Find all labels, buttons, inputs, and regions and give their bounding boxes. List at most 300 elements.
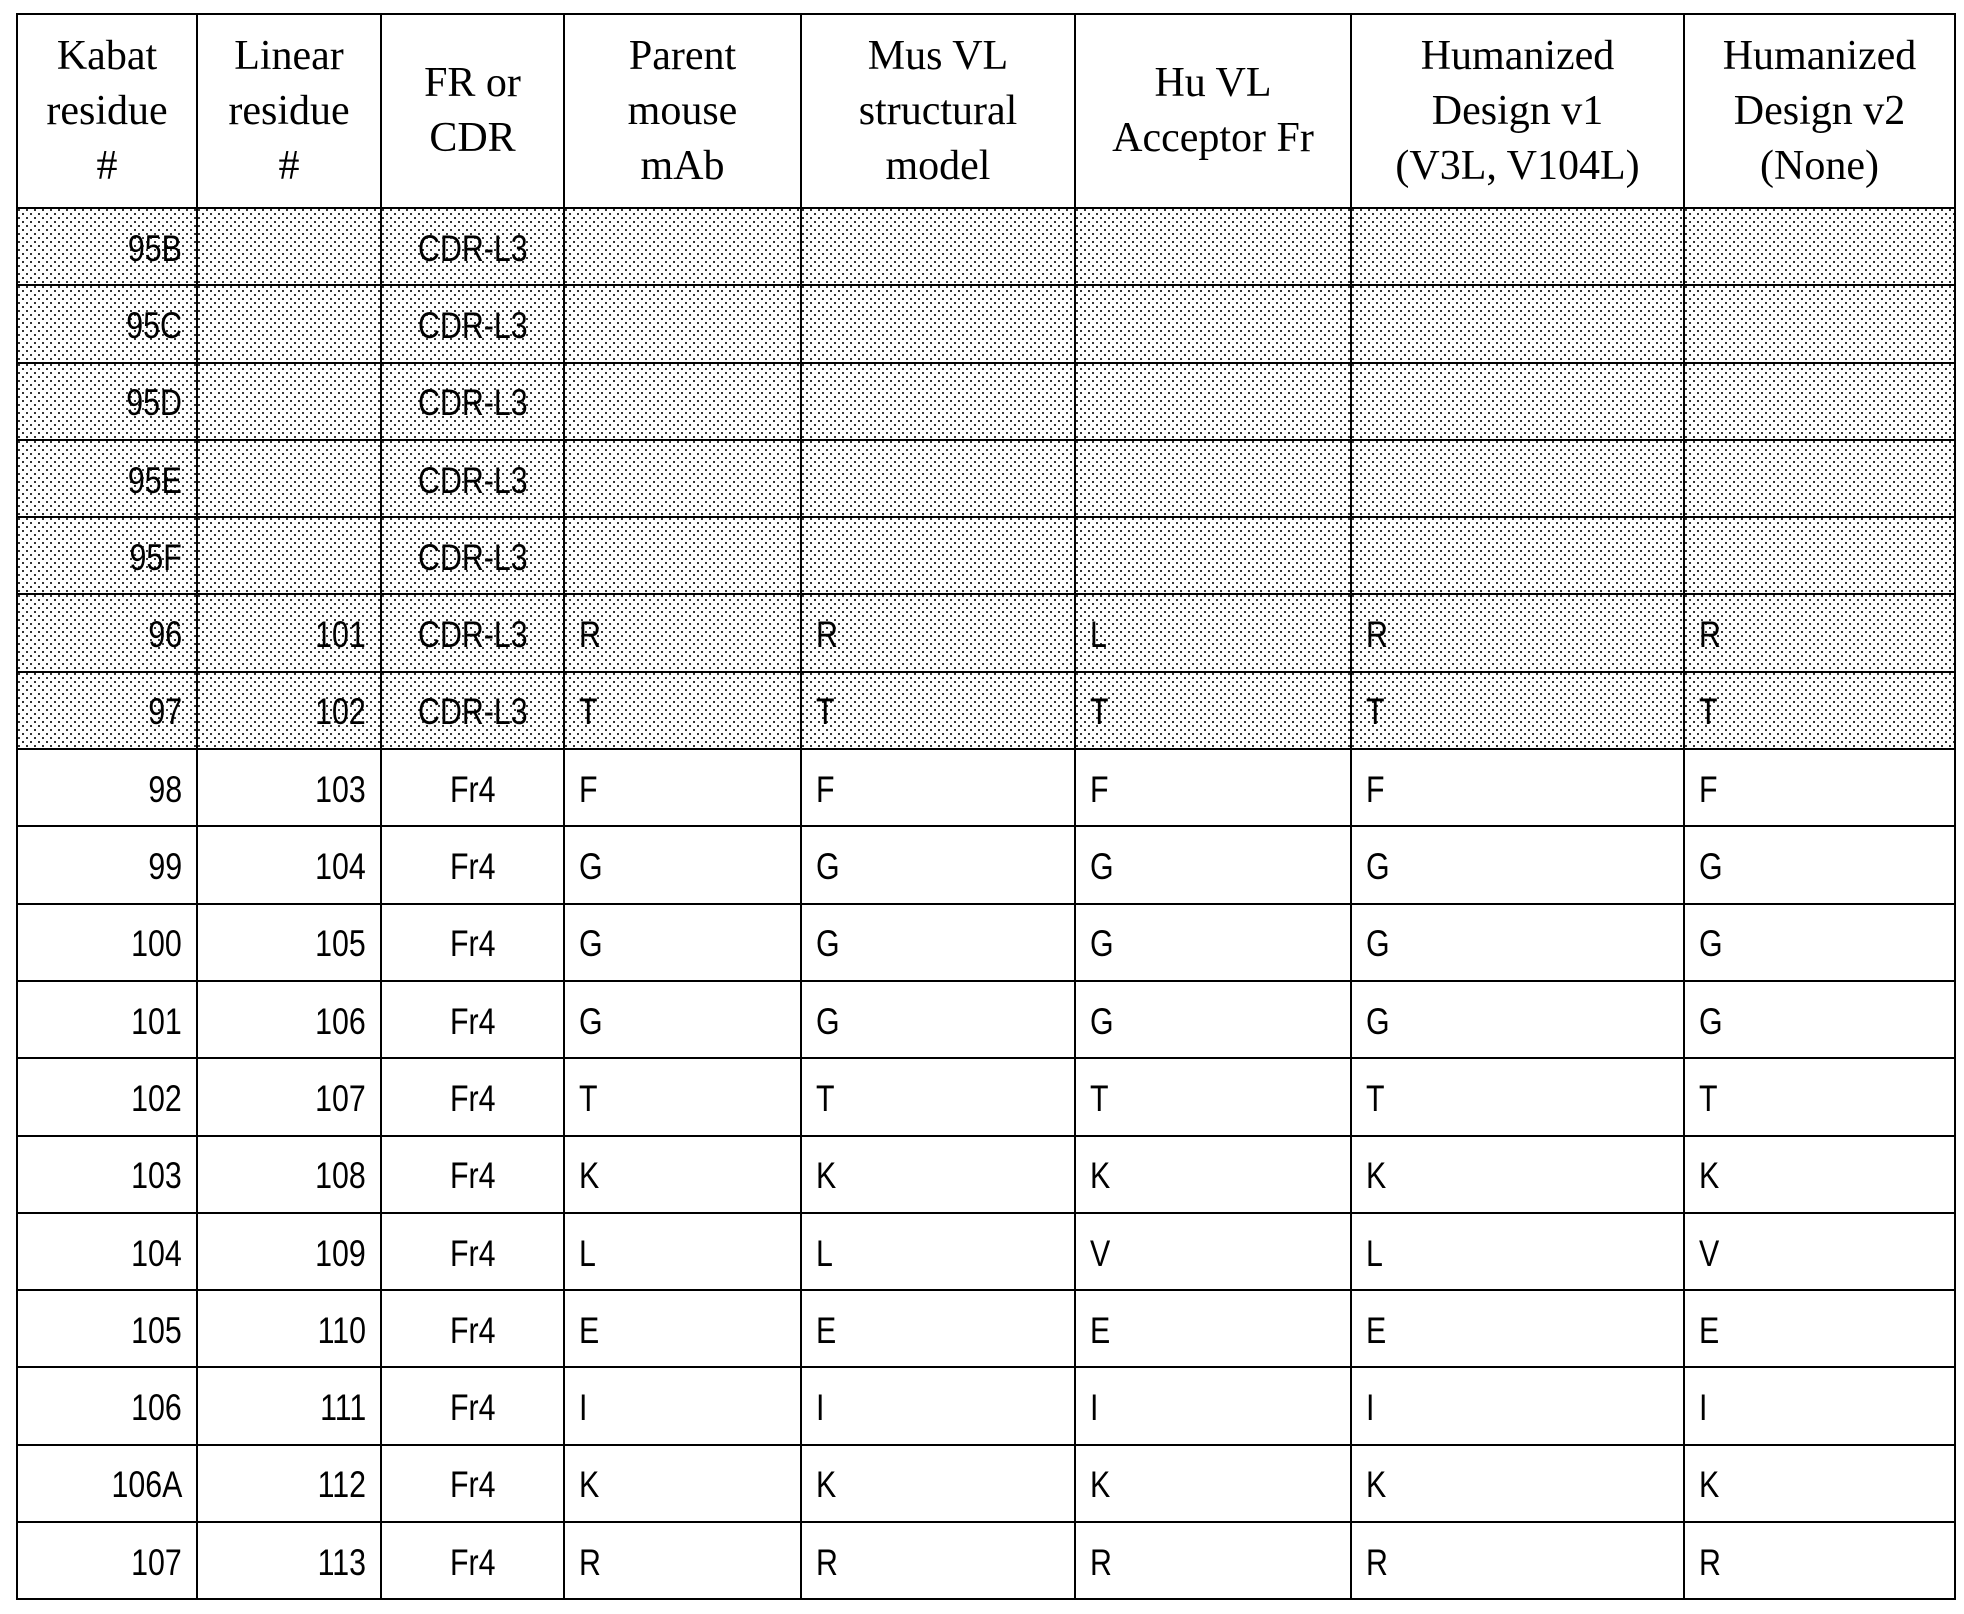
cell-kabat bbox=[17, 1290, 197, 1367]
cell-value: 111 bbox=[319, 1387, 366, 1429]
cell-value: Fr4 bbox=[449, 768, 496, 810]
cell-value: T bbox=[1366, 1077, 1385, 1119]
cell-region bbox=[381, 1367, 564, 1444]
table-row bbox=[17, 1213, 1955, 1290]
cell-value: T bbox=[1699, 1077, 1718, 1119]
cell-kabat bbox=[17, 440, 197, 517]
cell-value: R bbox=[1699, 614, 1721, 656]
cell-design-v1 bbox=[1351, 594, 1684, 671]
cell-value: 99 bbox=[148, 846, 182, 888]
column-header-region bbox=[381, 14, 564, 208]
cell-parent bbox=[564, 440, 801, 517]
cell-value: 110 bbox=[317, 1309, 366, 1351]
cell-design-v1 bbox=[1351, 285, 1684, 362]
cell-kabat bbox=[17, 1058, 197, 1135]
cell-value: G bbox=[1699, 923, 1723, 965]
cell-linear bbox=[197, 1367, 381, 1444]
cell-value: Fr4 bbox=[449, 1000, 496, 1042]
cell-linear bbox=[197, 285, 381, 362]
cell-hu-acceptor bbox=[1075, 1213, 1351, 1290]
column-header-line: mAb bbox=[640, 142, 725, 189]
cell-hu-acceptor bbox=[1075, 1136, 1351, 1213]
table-row bbox=[17, 1367, 1955, 1444]
cell-value: G bbox=[1090, 923, 1114, 965]
column-header-parent bbox=[564, 14, 801, 208]
cell-mus-model bbox=[801, 826, 1075, 903]
cell-parent bbox=[564, 1522, 801, 1599]
cell-value: I bbox=[1090, 1387, 1099, 1429]
cell-value: CDR-L3 bbox=[417, 691, 528, 733]
cell-value: R bbox=[816, 1541, 838, 1583]
column-header-line: residue bbox=[46, 87, 168, 134]
cell-value: 103 bbox=[315, 768, 366, 810]
residue-comparison-table bbox=[16, 13, 1956, 1600]
cell-hu-acceptor bbox=[1075, 208, 1351, 285]
cell-value: CDR-L3 bbox=[417, 227, 528, 269]
cell-value: 105 bbox=[131, 1309, 182, 1351]
table-row bbox=[17, 1290, 1955, 1367]
cell-parent bbox=[564, 1367, 801, 1444]
cell-mus-model bbox=[801, 440, 1075, 517]
cell-value: R bbox=[1090, 1541, 1112, 1583]
cell-design-v2 bbox=[1684, 440, 1955, 517]
cell-design-v1 bbox=[1351, 1445, 1684, 1522]
cell-value: K bbox=[1366, 1464, 1387, 1506]
cell-hu-acceptor bbox=[1075, 1367, 1351, 1444]
cell-region bbox=[381, 517, 564, 594]
cell-value: 96 bbox=[148, 614, 182, 656]
cell-value: G bbox=[579, 923, 603, 965]
cell-design-v1 bbox=[1351, 517, 1684, 594]
cell-value: K bbox=[1366, 1155, 1387, 1197]
cell-mus-model bbox=[801, 1213, 1075, 1290]
cell-design-v1 bbox=[1351, 1290, 1684, 1367]
cell-value: Fr4 bbox=[449, 1309, 496, 1351]
column-header-line: Linear bbox=[234, 32, 344, 79]
cell-hu-acceptor bbox=[1075, 285, 1351, 362]
cell-value: K bbox=[816, 1155, 837, 1197]
cell-value: G bbox=[816, 1000, 840, 1042]
cell-value: K bbox=[1090, 1464, 1111, 1506]
cell-kabat bbox=[17, 1522, 197, 1599]
cell-value: 102 bbox=[131, 1077, 182, 1119]
table-row bbox=[17, 826, 1955, 903]
cell-value: E bbox=[1366, 1309, 1387, 1351]
cell-kabat bbox=[17, 1367, 197, 1444]
cell-value: 113 bbox=[317, 1541, 366, 1583]
cell-mus-model bbox=[801, 208, 1075, 285]
column-header-kabat bbox=[17, 14, 197, 208]
cell-mus-model bbox=[801, 1367, 1075, 1444]
cell-value: G bbox=[579, 846, 603, 888]
column-header-line: model bbox=[885, 142, 991, 189]
cell-linear bbox=[197, 594, 381, 671]
cell-value: R bbox=[579, 614, 601, 656]
column-header-line: residue bbox=[228, 87, 350, 134]
cell-region bbox=[381, 1213, 564, 1290]
cell-region bbox=[381, 1058, 564, 1135]
cell-value: V bbox=[1090, 1232, 1111, 1274]
cell-design-v2 bbox=[1684, 1522, 1955, 1599]
cell-value: T bbox=[579, 691, 598, 733]
cell-value: L bbox=[816, 1232, 833, 1274]
table-row bbox=[17, 440, 1955, 517]
cell-value: K bbox=[579, 1464, 600, 1506]
cell-value: I bbox=[1699, 1387, 1708, 1429]
cell-parent bbox=[564, 1136, 801, 1213]
cell-value: E bbox=[1699, 1309, 1720, 1351]
cell-kabat bbox=[17, 749, 197, 826]
column-header-line: CDR bbox=[429, 115, 516, 161]
cell-design-v1 bbox=[1351, 1058, 1684, 1135]
cell-value: 106 bbox=[315, 1000, 366, 1042]
cell-mus-model bbox=[801, 363, 1075, 440]
column-header-line: FR or bbox=[424, 60, 521, 106]
table-row bbox=[17, 981, 1955, 1058]
cell-value: CDR-L3 bbox=[417, 382, 528, 424]
cell-linear bbox=[197, 1445, 381, 1522]
cell-parent bbox=[564, 904, 801, 981]
cell-mus-model bbox=[801, 672, 1075, 749]
cell-kabat bbox=[17, 594, 197, 671]
cell-value: K bbox=[816, 1464, 837, 1506]
column-header-line: (None) bbox=[1760, 142, 1879, 189]
cell-parent bbox=[564, 285, 801, 362]
cell-hu-acceptor bbox=[1075, 594, 1351, 671]
cell-region bbox=[381, 1136, 564, 1213]
cell-linear bbox=[197, 749, 381, 826]
cell-value: Fr4 bbox=[449, 1077, 496, 1119]
cell-hu-acceptor bbox=[1075, 826, 1351, 903]
cell-parent bbox=[564, 1213, 801, 1290]
cell-value: Fr4 bbox=[449, 846, 496, 888]
cell-value: G bbox=[816, 846, 840, 888]
cell-value: Fr4 bbox=[449, 1464, 496, 1506]
cell-kabat bbox=[17, 1445, 197, 1522]
table-row bbox=[17, 208, 1955, 285]
cell-value: G bbox=[1366, 846, 1390, 888]
cell-parent bbox=[564, 826, 801, 903]
cell-kabat bbox=[17, 904, 197, 981]
cell-value: T bbox=[1090, 1077, 1109, 1119]
cell-value: G bbox=[1366, 1000, 1390, 1042]
cell-mus-model bbox=[801, 1136, 1075, 1213]
cell-hu-acceptor bbox=[1075, 517, 1351, 594]
cell-value: E bbox=[579, 1309, 600, 1351]
cell-linear bbox=[197, 1058, 381, 1135]
cell-value: K bbox=[1699, 1464, 1720, 1506]
cell-value: 101 bbox=[315, 614, 366, 656]
cell-hu-acceptor bbox=[1075, 1445, 1351, 1522]
cell-linear bbox=[197, 1213, 381, 1290]
table-row bbox=[17, 1522, 1955, 1599]
cell-design-v2 bbox=[1684, 1136, 1955, 1213]
cell-region bbox=[381, 1290, 564, 1367]
cell-value: R bbox=[1699, 1541, 1721, 1583]
cell-design-v1 bbox=[1351, 672, 1684, 749]
cell-parent bbox=[564, 1290, 801, 1367]
cell-value: R bbox=[1366, 614, 1388, 656]
cell-value: R bbox=[579, 1541, 601, 1583]
cell-design-v1 bbox=[1351, 1213, 1684, 1290]
cell-region bbox=[381, 440, 564, 517]
cell-design-v2 bbox=[1684, 363, 1955, 440]
cell-value: 95C bbox=[126, 304, 182, 346]
cell-value: CDR-L3 bbox=[417, 614, 528, 656]
cell-value: F bbox=[1090, 768, 1109, 810]
cell-value: Fr4 bbox=[449, 1232, 496, 1274]
cell-mus-model bbox=[801, 594, 1075, 671]
cell-value: L bbox=[579, 1232, 596, 1274]
cell-region bbox=[381, 672, 564, 749]
cell-value: V bbox=[1699, 1232, 1720, 1274]
cell-mus-model bbox=[801, 1290, 1075, 1367]
cell-value: 97 bbox=[148, 691, 182, 733]
column-header-line: # bbox=[278, 142, 300, 189]
cell-value: 105 bbox=[315, 923, 366, 965]
cell-parent bbox=[564, 517, 801, 594]
table-row bbox=[17, 517, 1955, 594]
table-row bbox=[17, 749, 1955, 826]
cell-value: 98 bbox=[148, 768, 182, 810]
cell-design-v1 bbox=[1351, 1136, 1684, 1213]
cell-mus-model bbox=[801, 749, 1075, 826]
column-header-design-v1 bbox=[1351, 14, 1684, 208]
cell-parent bbox=[564, 981, 801, 1058]
column-header-line: mouse bbox=[627, 87, 738, 134]
cell-mus-model bbox=[801, 517, 1075, 594]
cell-design-v2 bbox=[1684, 517, 1955, 594]
cell-value: F bbox=[1366, 768, 1385, 810]
cell-kabat bbox=[17, 1213, 197, 1290]
cell-linear bbox=[197, 1522, 381, 1599]
cell-linear bbox=[197, 672, 381, 749]
column-header-line: structural bbox=[858, 87, 1018, 134]
cell-design-v2 bbox=[1684, 1290, 1955, 1367]
cell-design-v1 bbox=[1351, 1367, 1684, 1444]
cell-region bbox=[381, 363, 564, 440]
table-row bbox=[17, 1136, 1955, 1213]
cell-design-v2 bbox=[1684, 1445, 1955, 1522]
cell-design-v1 bbox=[1351, 981, 1684, 1058]
table-row bbox=[17, 904, 1955, 981]
column-header-line: Design v1 bbox=[1431, 87, 1604, 134]
cell-value: Fr4 bbox=[449, 1541, 496, 1583]
cell-region bbox=[381, 981, 564, 1058]
cell-value: T bbox=[816, 691, 835, 733]
cell-design-v1 bbox=[1351, 904, 1684, 981]
cell-region bbox=[381, 285, 564, 362]
cell-design-v2 bbox=[1684, 594, 1955, 671]
cell-hu-acceptor bbox=[1075, 1058, 1351, 1135]
cell-value: I bbox=[816, 1387, 825, 1429]
cell-value: 106A bbox=[111, 1464, 182, 1506]
cell-kabat bbox=[17, 517, 197, 594]
column-header-line: Mus VL bbox=[867, 32, 1009, 79]
cell-linear bbox=[197, 981, 381, 1058]
cell-region bbox=[381, 749, 564, 826]
cell-value: G bbox=[579, 1000, 603, 1042]
cell-hu-acceptor bbox=[1075, 904, 1351, 981]
cell-region bbox=[381, 1445, 564, 1522]
cell-value: 107 bbox=[315, 1077, 366, 1119]
cell-design-v2 bbox=[1684, 749, 1955, 826]
column-header-mus-model bbox=[801, 14, 1075, 208]
cell-value: 95E bbox=[128, 459, 182, 501]
cell-value: K bbox=[1699, 1155, 1720, 1197]
cell-value: F bbox=[816, 768, 835, 810]
cell-value: G bbox=[1090, 846, 1114, 888]
cell-design-v1 bbox=[1351, 1522, 1684, 1599]
cell-design-v2 bbox=[1684, 672, 1955, 749]
cell-value: L bbox=[1090, 614, 1107, 656]
cell-value: Fr4 bbox=[449, 1155, 496, 1197]
cell-linear bbox=[197, 517, 381, 594]
column-header-line: Parent bbox=[628, 32, 737, 79]
cell-value: 104 bbox=[131, 1232, 182, 1274]
cell-mus-model bbox=[801, 904, 1075, 981]
cell-region bbox=[381, 904, 564, 981]
cell-value: 95D bbox=[126, 382, 182, 424]
cell-design-v1 bbox=[1351, 440, 1684, 517]
column-header-line: Acceptor Fr bbox=[1112, 115, 1314, 161]
cell-value: F bbox=[579, 768, 598, 810]
cell-value: 101 bbox=[131, 1000, 182, 1042]
cell-value: 95B bbox=[128, 227, 182, 269]
cell-value: K bbox=[1090, 1155, 1111, 1197]
cell-value: L bbox=[1366, 1232, 1383, 1274]
cell-parent bbox=[564, 594, 801, 671]
cell-mus-model bbox=[801, 1445, 1075, 1522]
cell-value: Fr4 bbox=[449, 923, 496, 965]
cell-design-v1 bbox=[1351, 826, 1684, 903]
cell-linear bbox=[197, 208, 381, 285]
cell-linear bbox=[197, 904, 381, 981]
cell-hu-acceptor bbox=[1075, 1522, 1351, 1599]
cell-value: R bbox=[816, 614, 838, 656]
cell-value: G bbox=[1699, 1000, 1723, 1042]
cell-value: CDR-L3 bbox=[417, 459, 528, 501]
table-row bbox=[17, 1445, 1955, 1522]
table-row bbox=[17, 363, 1955, 440]
cell-mus-model bbox=[801, 285, 1075, 362]
cell-value: K bbox=[579, 1155, 600, 1197]
cell-value: T bbox=[1366, 691, 1385, 733]
column-header-line: Design v2 bbox=[1733, 87, 1906, 134]
cell-linear bbox=[197, 363, 381, 440]
table-body bbox=[17, 208, 1955, 1599]
cell-region bbox=[381, 826, 564, 903]
cell-value: 100 bbox=[131, 923, 182, 965]
cell-hu-acceptor bbox=[1075, 749, 1351, 826]
column-header-line: Humanized bbox=[1722, 32, 1917, 79]
cell-value: G bbox=[1699, 846, 1723, 888]
cell-value: 112 bbox=[317, 1464, 366, 1506]
cell-value: 102 bbox=[315, 691, 366, 733]
cell-design-v2 bbox=[1684, 285, 1955, 362]
cell-value: I bbox=[579, 1387, 588, 1429]
column-header-line: # bbox=[96, 142, 118, 189]
cell-value: CDR-L3 bbox=[417, 536, 528, 578]
cell-value: T bbox=[816, 1077, 835, 1119]
column-header-linear bbox=[197, 14, 381, 208]
cell-kabat bbox=[17, 981, 197, 1058]
cell-value: 109 bbox=[315, 1232, 366, 1274]
cell-region bbox=[381, 1522, 564, 1599]
cell-value: I bbox=[1366, 1387, 1375, 1429]
table-row bbox=[17, 285, 1955, 362]
cell-value: 107 bbox=[131, 1541, 182, 1583]
cell-parent bbox=[564, 672, 801, 749]
column-header-line: (V3L, V104L) bbox=[1395, 142, 1640, 189]
cell-value: 108 bbox=[315, 1155, 366, 1197]
cell-value: T bbox=[1699, 691, 1718, 733]
cell-value: 95F bbox=[129, 536, 182, 578]
cell-design-v2 bbox=[1684, 1058, 1955, 1135]
cell-linear bbox=[197, 1290, 381, 1367]
column-header-design-v2 bbox=[1684, 14, 1955, 208]
cell-hu-acceptor bbox=[1075, 672, 1351, 749]
cell-kabat bbox=[17, 208, 197, 285]
column-header-line: Hu VL bbox=[1154, 60, 1272, 106]
cell-kabat bbox=[17, 285, 197, 362]
cell-value: E bbox=[1090, 1309, 1111, 1351]
cell-design-v1 bbox=[1351, 363, 1684, 440]
cell-value: T bbox=[1090, 691, 1109, 733]
cell-design-v1 bbox=[1351, 749, 1684, 826]
cell-value: CDR-L3 bbox=[417, 304, 528, 346]
cell-value: G bbox=[1366, 923, 1390, 965]
cell-hu-acceptor bbox=[1075, 981, 1351, 1058]
cell-linear bbox=[197, 1136, 381, 1213]
cell-kabat bbox=[17, 672, 197, 749]
column-header-line: Kabat bbox=[56, 32, 158, 79]
cell-value: G bbox=[816, 923, 840, 965]
table-row bbox=[17, 594, 1955, 671]
table-header bbox=[17, 14, 1955, 208]
cell-mus-model bbox=[801, 1522, 1075, 1599]
cell-hu-acceptor bbox=[1075, 1290, 1351, 1367]
cell-design-v2 bbox=[1684, 904, 1955, 981]
table-row bbox=[17, 1058, 1955, 1135]
cell-parent bbox=[564, 208, 801, 285]
cell-linear bbox=[197, 826, 381, 903]
cell-kabat bbox=[17, 1136, 197, 1213]
cell-hu-acceptor bbox=[1075, 363, 1351, 440]
cell-parent bbox=[564, 363, 801, 440]
cell-design-v2 bbox=[1684, 1367, 1955, 1444]
cell-linear bbox=[197, 440, 381, 517]
cell-region bbox=[381, 208, 564, 285]
column-header-hu-acceptor bbox=[1075, 14, 1351, 208]
cell-design-v2 bbox=[1684, 826, 1955, 903]
cell-mus-model bbox=[801, 1058, 1075, 1135]
cell-value: T bbox=[579, 1077, 598, 1119]
column-header-line: Humanized bbox=[1420, 32, 1615, 79]
cell-hu-acceptor bbox=[1075, 440, 1351, 517]
table-row bbox=[17, 672, 1955, 749]
cell-value: E bbox=[816, 1309, 837, 1351]
cell-parent bbox=[564, 749, 801, 826]
cell-value: F bbox=[1699, 768, 1718, 810]
cell-mus-model bbox=[801, 981, 1075, 1058]
cell-region bbox=[381, 594, 564, 671]
cell-value: 103 bbox=[131, 1155, 182, 1197]
cell-design-v2 bbox=[1684, 981, 1955, 1058]
cell-value: G bbox=[1090, 1000, 1114, 1042]
cell-value: R bbox=[1366, 1541, 1388, 1583]
cell-value: 104 bbox=[315, 846, 366, 888]
